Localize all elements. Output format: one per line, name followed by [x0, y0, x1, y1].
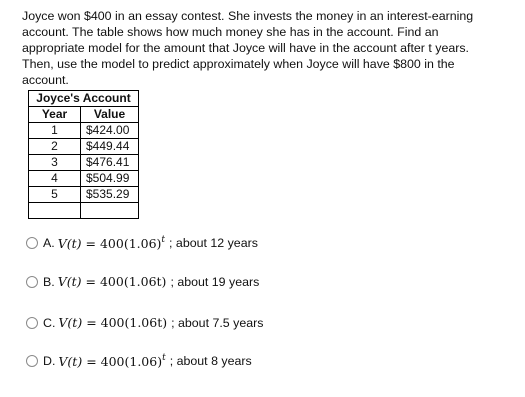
empty-cell	[81, 203, 139, 219]
option-answer: ; about 8 years	[169, 354, 252, 368]
option-equation	[58, 353, 165, 369]
table-row	[29, 139, 139, 155]
table-row-empty	[29, 203, 139, 219]
year-cell: 1	[29, 123, 81, 139]
table-row	[29, 155, 139, 171]
equation-body: = 400(1.06)	[85, 236, 162, 251]
value-cell: $535.29	[81, 187, 139, 203]
equation-body: = 400(1.06t)	[86, 315, 168, 330]
option-equation	[58, 235, 165, 251]
option-answer: ; about 7.5 years	[171, 315, 264, 330]
option-equation	[58, 274, 167, 289]
option-letter: C.	[43, 315, 56, 330]
year-cell: 4	[29, 171, 81, 187]
radio-button-d[interactable]	[26, 355, 38, 367]
option-letter: A.	[43, 236, 55, 250]
table-row	[29, 123, 139, 139]
column-header-value: Value	[81, 107, 139, 123]
year-cell: 2	[29, 139, 81, 155]
function-name: V(t)	[58, 315, 83, 330]
column-header-year: Year	[29, 107, 81, 123]
option-letter: D.	[43, 354, 56, 368]
option-letter: B.	[43, 274, 55, 289]
empty-cell	[29, 203, 81, 219]
year-cell: 3	[29, 155, 81, 171]
function-name: V(t)	[58, 354, 83, 369]
table-header-row	[29, 107, 139, 123]
year-cell: 5	[29, 187, 81, 203]
equation-exponent: t	[161, 235, 166, 245]
table-caption-row	[29, 91, 139, 107]
option-c[interactable]	[26, 315, 263, 330]
equation-exponent: t	[162, 353, 166, 363]
joyce-account-table	[28, 90, 139, 219]
option-answer: ; about 12 years	[169, 236, 258, 250]
value-cell: $476.41	[81, 155, 139, 171]
function-name: V(t)	[57, 274, 82, 289]
function-name: V(t)	[57, 236, 82, 251]
question-text: Joyce won $400 in an essay contest. She invests the money in an interest-earning account. The table shows how much money she has in the account. Find an appropriate model for the amount that Joyce will have in the account after t years. Then, use the model to predict approximately when Joyce will have $800 in the account.	[22, 9, 474, 87]
option-answer: ; about 19 years	[170, 274, 260, 289]
radio-button-b[interactable]	[26, 276, 38, 288]
value-cell: $449.44	[81, 139, 139, 155]
option-equation	[58, 315, 167, 330]
table-caption: Joyce's Account	[29, 91, 139, 107]
option-b[interactable]	[26, 274, 259, 289]
value-cell: $424.00	[81, 123, 139, 139]
equation-body: = 400(1.06)	[86, 354, 163, 369]
table-row	[29, 187, 139, 203]
value-cell: $504.99	[81, 171, 139, 187]
radio-button-a[interactable]	[26, 237, 38, 249]
option-a[interactable]	[26, 235, 258, 251]
option-d[interactable]	[26, 353, 252, 369]
radio-button-c[interactable]	[26, 317, 38, 329]
table-row	[29, 171, 139, 187]
equation-body: = 400(1.06t)	[85, 274, 167, 289]
